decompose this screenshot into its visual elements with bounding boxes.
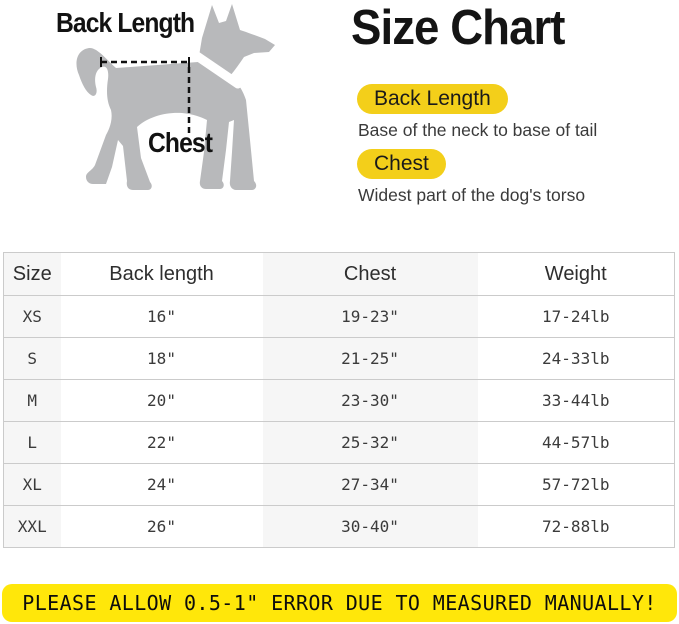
table-row-xxl [4, 506, 675, 548]
table-header-row [4, 253, 675, 296]
header-size: Size [4, 253, 61, 296]
table-cell: 16" [61, 296, 263, 338]
table-cell: 30-40" [263, 506, 478, 548]
table-cell: 20" [61, 380, 263, 422]
table-row-xs [4, 296, 675, 338]
table-cell: M [4, 380, 61, 422]
table-cell: L [4, 422, 61, 464]
chest-pill: Chest [357, 149, 446, 179]
table-cell: XXL [4, 506, 61, 548]
table-cell: 17-24lb [478, 296, 675, 338]
back-length-measure-label: Back Length [56, 7, 195, 38]
chest-measure-label: Chest [148, 127, 213, 158]
table-cell: S [4, 338, 61, 380]
table-cell: 33-44lb [478, 380, 675, 422]
table-cell: 57-72lb [478, 464, 675, 506]
table-row-xl [4, 464, 675, 506]
table-cell: 22" [61, 422, 263, 464]
table-cell: 23-30" [263, 380, 478, 422]
table-cell: XS [4, 296, 61, 338]
table-cell: 24" [61, 464, 263, 506]
table-cell: 21-25" [263, 338, 478, 380]
header-weight: Weight [478, 253, 675, 296]
table-cell: 25-32" [263, 422, 478, 464]
header-chest: Chest [263, 253, 478, 296]
table-cell: 72-88lb [478, 506, 675, 548]
table-cell: 26" [61, 506, 263, 548]
table-cell: 18" [61, 338, 263, 380]
notice-banner [2, 584, 677, 622]
page-title: Size Chart [351, 1, 565, 55]
table-row-m [4, 380, 675, 422]
size-table [3, 252, 675, 548]
table-row-l [4, 422, 675, 464]
table-cell: 24-33lb [478, 338, 675, 380]
table-cell: XL [4, 464, 61, 506]
table-cell: 27-34" [263, 464, 478, 506]
table-cell: 44-57lb [478, 422, 675, 464]
table-cell: 19-23" [263, 296, 478, 338]
table-row-s [4, 338, 675, 380]
notice-text: PLEASE ALLOW 0.5-1" ERROR DUE TO MEASURED MANUALLY! [22, 591, 657, 615]
back-length-pill: Back Length [357, 84, 508, 114]
header-back-length: Back length [61, 253, 263, 296]
chest-description: Widest part of the dog's torso [358, 185, 586, 205]
back-length-description: Base of the neck to base of tail [358, 120, 598, 140]
